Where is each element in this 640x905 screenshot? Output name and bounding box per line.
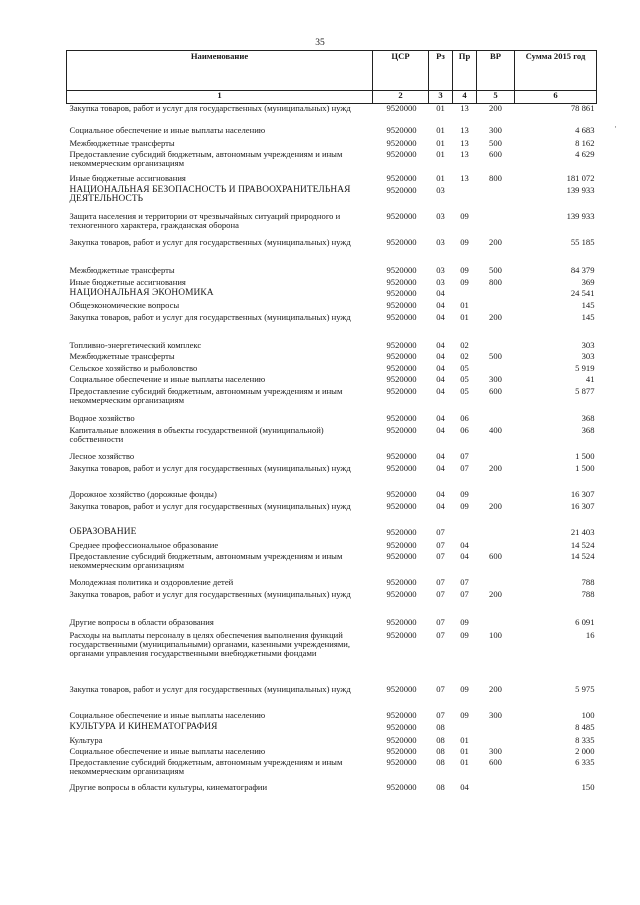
row-csr: 9520000	[386, 276, 417, 287]
row-rz: 04	[436, 339, 445, 350]
row-sum: 84 379	[570, 264, 595, 275]
row-vr	[477, 341, 515, 352]
table-row	[67, 552, 597, 578]
row-csr: 9520000	[386, 488, 417, 499]
table-row	[67, 341, 597, 352]
page-number: 35	[315, 38, 325, 48]
table-row	[67, 783, 597, 799]
row-pr: 07	[460, 576, 469, 587]
row-vr	[477, 452, 515, 464]
row-rz: 08	[436, 745, 445, 756]
header-name: Наименование	[67, 51, 373, 91]
row-name: Предоставление субсидий бюджетным, автономным учреждениям и иным некоммерческим организациям	[69, 148, 343, 168]
row-name: Среднее профессиональное образование	[69, 539, 219, 550]
row-vr	[477, 541, 515, 552]
row-name: Закупка товаров, работ и услуг для государственных (муниципальных) нужд	[69, 500, 351, 511]
row-sum: 145	[581, 311, 595, 322]
row-vr: 300	[489, 124, 502, 135]
row-pr: 13	[460, 137, 469, 148]
row-vr: 100	[489, 629, 502, 640]
row-vr	[477, 783, 515, 799]
row-sum: 6 335	[575, 756, 595, 767]
row-name: Дорожное хозяйство (дорожные фонды)	[69, 488, 217, 499]
row-csr: 9520000	[386, 462, 417, 473]
row-name: Закупка товаров, работ и услуг для государственных (муниципальных) нужд	[69, 462, 351, 473]
row-vr	[477, 723, 515, 736]
row-csr: 9520000	[386, 339, 417, 350]
row-sum: 4 629	[575, 148, 595, 159]
table-row	[67, 174, 597, 186]
column-number: 3	[429, 91, 453, 104]
row-rz: 07	[436, 576, 445, 587]
row-pr: 04	[460, 539, 469, 550]
row-pr: 04	[460, 550, 469, 561]
row-name: Молодежная политика и оздоровление детей	[69, 576, 234, 587]
row-pr: 02	[460, 339, 469, 350]
row-csr: 9520000	[386, 210, 417, 221]
header-row	[67, 51, 597, 91]
row-sum: 369	[581, 276, 595, 287]
table-row	[67, 150, 597, 174]
row-name: Другие вопросы в области образования	[69, 616, 214, 627]
row-sum: 16	[585, 629, 595, 640]
table-row	[67, 590, 597, 618]
row-rz: 08	[436, 756, 445, 767]
row-vr	[477, 490, 515, 502]
row-vr: 400	[489, 424, 502, 435]
row-csr: 9520000	[386, 362, 417, 373]
row-sum: 21 403	[570, 526, 595, 537]
row-name: Социальное обеспечение и иные выплаты населению	[69, 745, 266, 756]
row-rz: 04	[436, 373, 445, 384]
row-vr	[477, 528, 515, 541]
row-pr: 07	[460, 462, 469, 473]
row-csr: 9520000	[386, 148, 417, 159]
row-pr: 09	[460, 500, 469, 511]
row-csr: 9520000	[386, 500, 417, 511]
table-row	[67, 618, 597, 631]
row-csr: 9520000	[386, 385, 417, 396]
table-row	[67, 541, 597, 552]
row-name: КУЛЬТУРА И КИНЕМАТОГРАФИЯ	[69, 721, 218, 732]
row-rz: 03	[436, 184, 445, 195]
table-row	[67, 502, 597, 528]
header-vr: ВР	[477, 51, 515, 91]
row-vr: 200	[489, 500, 502, 511]
table-row	[67, 104, 597, 126]
section-row	[67, 723, 597, 736]
row-pr: 09	[460, 264, 469, 275]
column-number: 6	[515, 91, 597, 104]
row-csr: 9520000	[386, 299, 417, 310]
row-sum: 8 335	[575, 734, 595, 745]
row-csr: 9520000	[386, 616, 417, 627]
row-vr: 300	[489, 745, 502, 756]
row-rz: 08	[436, 721, 445, 732]
row-rz: 07	[436, 526, 445, 537]
table-row	[67, 212, 597, 238]
row-rz: 03	[436, 276, 445, 287]
column-number-row	[67, 91, 597, 104]
row-pr: 01	[460, 299, 469, 310]
row-rz: 04	[436, 450, 445, 461]
table-row	[67, 375, 597, 387]
row-sum: 5 975	[575, 683, 595, 694]
row-pr: 13	[460, 103, 469, 113]
row-name: Предоставление субсидий бюджетным, автономным учреждениям и иным некоммерческим организациям	[69, 550, 343, 570]
column-number: 1	[67, 91, 373, 104]
row-csr: 9520000	[386, 137, 417, 148]
row-vr	[477, 289, 515, 301]
row-name: Иные бюджетные ассигнования	[69, 276, 186, 287]
row-rz: 07	[436, 629, 445, 640]
row-name: НАЦИОНАЛЬНАЯ БЕЗОПАСНОСТЬ И ПРАВООХРАНИТЕЛЬНАЯ ДЕЯТЕЛЬНОСТЬ	[69, 184, 351, 204]
table-row	[67, 139, 597, 150]
row-pr: 02	[460, 350, 469, 361]
header-sum: Сумма 2015 год	[515, 51, 597, 91]
table-row	[67, 631, 597, 685]
row-sum: 2 000	[575, 745, 595, 756]
row-csr: 9520000	[386, 373, 417, 384]
row-pr: 01	[460, 756, 469, 767]
row-sum: 24 541	[570, 287, 595, 298]
row-sum: 55 185	[570, 236, 595, 247]
row-sum: 788	[581, 588, 595, 599]
row-rz: 07	[436, 550, 445, 561]
row-sum: 5 919	[575, 362, 595, 373]
row-sum: 139 933	[566, 184, 595, 195]
row-csr: 9520000	[386, 103, 417, 113]
row-pr: 06	[460, 412, 469, 423]
row-name: Расходы на выплаты персоналу в целях обеспечения выполнения функций государственными (муниципальными) органами, казенными учреждениями, органами управления государственными внебюджетными фондами	[69, 629, 351, 659]
row-csr: 9520000	[386, 781, 417, 792]
row-csr: 9520000	[386, 709, 417, 720]
row-sum: 14 524	[570, 550, 595, 561]
row-vr	[477, 301, 515, 313]
table-row	[67, 278, 597, 289]
row-sum: 41	[585, 373, 595, 384]
row-sum: 8 485	[575, 721, 595, 732]
table-row	[67, 464, 597, 490]
row-csr: 9520000	[386, 629, 417, 640]
table-row	[67, 238, 597, 266]
row-vr: 600	[489, 550, 502, 561]
section-row	[67, 186, 597, 212]
row-rz: 04	[436, 488, 445, 499]
row-name: Закупка товаров, работ и услуг для государственных (муниципальных) нужд	[69, 311, 351, 322]
section-row	[67, 289, 597, 301]
row-vr: 500	[489, 264, 502, 275]
row-csr: 9520000	[386, 756, 417, 767]
row-vr: 300	[489, 373, 502, 384]
row-sum: 78 861	[570, 103, 595, 113]
row-pr: 01	[460, 311, 469, 322]
row-pr: 09	[460, 629, 469, 640]
row-sum: 4 683	[575, 124, 595, 135]
table-row	[67, 426, 597, 452]
table-row	[67, 313, 597, 341]
row-name: НАЦИОНАЛЬНАЯ ЭКОНОМИКА	[69, 287, 214, 298]
row-rz: 04	[436, 500, 445, 511]
row-vr: 200	[489, 588, 502, 599]
row-pr: 07	[460, 588, 469, 599]
row-name: Водное хозяйство	[69, 412, 135, 423]
row-rz: 08	[436, 781, 445, 792]
row-sum: 145	[581, 299, 595, 310]
row-pr: 04	[460, 781, 469, 792]
row-name: Социальное обеспечение и иные выплаты населению	[69, 709, 266, 720]
row-vr: 200	[489, 683, 502, 694]
row-sum: 14 524	[570, 539, 595, 550]
row-rz: 04	[436, 299, 445, 310]
column-number: 4	[453, 91, 477, 104]
row-vr: 200	[489, 236, 502, 247]
row-rz: 01	[436, 172, 445, 183]
column-number: 5	[477, 91, 515, 104]
row-vr: 800	[489, 172, 502, 183]
row-rz: 04	[436, 385, 445, 396]
row-csr: 9520000	[386, 721, 417, 732]
table-row	[67, 758, 597, 783]
row-name: Межбюджетные трансферты	[69, 137, 175, 148]
row-vr: 600	[489, 148, 502, 159]
row-pr: 07	[460, 450, 469, 461]
table-row	[67, 578, 597, 590]
row-sum: 5 877	[575, 385, 595, 396]
row-sum: 788	[581, 576, 595, 587]
row-pr: 09	[460, 276, 469, 287]
row-sum: 303	[581, 350, 595, 361]
header-csr: ЦСР	[373, 51, 429, 91]
row-vr	[477, 736, 515, 747]
row-name: Предоставление субсидий бюджетным, автономным учреждениям и иным некоммерческим организациям	[69, 756, 343, 776]
row-name: Лесное хозяйство	[69, 450, 135, 461]
budget-table	[66, 50, 597, 799]
row-sum: 139 933	[566, 210, 595, 221]
row-vr: 800	[489, 276, 502, 287]
row-name: Закупка товаров, работ и услуг для государственных (муниципальных) нужд	[69, 236, 351, 247]
row-vr	[477, 618, 515, 631]
row-csr: 9520000	[386, 287, 417, 298]
row-sum: 181 072	[566, 172, 595, 183]
row-name: Социальное обеспечение и иные выплаты населению	[69, 124, 266, 135]
row-rz: 03	[436, 264, 445, 275]
row-vr	[477, 414, 515, 426]
table-row	[67, 352, 597, 364]
row-rz: 07	[436, 709, 445, 720]
row-rz: 04	[436, 462, 445, 473]
row-vr: 200	[489, 462, 502, 473]
row-rz: 04	[436, 350, 445, 361]
row-csr: 9520000	[386, 350, 417, 361]
row-csr: 9520000	[386, 526, 417, 537]
row-rz: 04	[436, 424, 445, 435]
row-csr: 9520000	[386, 683, 417, 694]
row-name: Культура	[69, 734, 103, 745]
row-rz: 03	[436, 236, 445, 247]
row-vr: 600	[489, 385, 502, 396]
row-pr: 06	[460, 424, 469, 435]
row-rz: 01	[436, 103, 445, 113]
row-pr	[453, 723, 477, 736]
row-pr: 13	[460, 124, 469, 135]
row-vr	[477, 364, 515, 375]
header-rz: Рз	[429, 51, 453, 91]
row-csr: 9520000	[386, 424, 417, 435]
row-name: Закупка товаров, работ и услуг для государственных (муниципальных) нужд	[69, 683, 351, 694]
row-vr: 600	[489, 756, 502, 767]
row-csr: 9520000	[386, 412, 417, 423]
row-pr: 09	[460, 709, 469, 720]
row-sum: 368	[581, 424, 595, 435]
row-pr: 01	[460, 734, 469, 745]
row-name: Социальное обеспечение и иные выплаты населению	[69, 373, 266, 384]
row-pr: 05	[460, 362, 469, 373]
table-row	[67, 452, 597, 464]
margin-mark: ·	[614, 122, 617, 132]
row-csr: 9520000	[386, 311, 417, 322]
row-rz: 07	[436, 588, 445, 599]
column-number: 2	[373, 91, 429, 104]
row-vr: 300	[489, 709, 502, 720]
row-csr: 9520000	[386, 236, 417, 247]
row-name: ОБРАЗОВАНИЕ	[69, 526, 137, 537]
row-sum: 6 091	[575, 616, 595, 627]
header-pr: Пр	[453, 51, 477, 91]
row-name: Другие вопросы в области культуры, кинематографии	[69, 781, 268, 792]
row-rz: 04	[436, 362, 445, 373]
row-csr: 9520000	[386, 450, 417, 461]
table-row	[67, 736, 597, 747]
row-vr: 500	[489, 350, 502, 361]
row-sum: 1 500	[575, 462, 595, 473]
row-csr: 9520000	[386, 539, 417, 550]
row-csr: 9520000	[386, 550, 417, 561]
row-sum: 16 307	[570, 488, 595, 499]
table-body	[67, 104, 597, 799]
row-name: Защита населения и территории от чрезвычайных ситуаций природного и техногенного характера, гражданская оборона	[69, 210, 341, 230]
table-row	[67, 747, 597, 758]
row-rz: 07	[436, 683, 445, 694]
row-pr	[453, 186, 477, 212]
row-name: Иные бюджетные ассигнования	[69, 172, 186, 183]
row-name: Закупка товаров, работ и услуг для государственных (муниципальных) нужд	[69, 103, 351, 113]
row-csr: 9520000	[386, 124, 417, 135]
table-row	[67, 711, 597, 723]
row-rz: 08	[436, 734, 445, 745]
row-rz: 01	[436, 124, 445, 135]
row-csr: 9520000	[386, 172, 417, 183]
table-row	[67, 126, 597, 139]
table-row	[67, 414, 597, 426]
row-vr: 200	[489, 311, 502, 322]
row-csr: 9520000	[386, 576, 417, 587]
row-pr: 13	[460, 172, 469, 183]
row-pr: 13	[460, 148, 469, 159]
row-pr: 09	[460, 236, 469, 247]
row-rz: 04	[436, 287, 445, 298]
row-name: Сельское хозяйство и рыболовство	[69, 362, 198, 373]
row-pr	[453, 528, 477, 541]
row-sum: 368	[581, 412, 595, 423]
table-row	[67, 490, 597, 502]
row-name: Предоставление субсидий бюджетным, автономным учреждениям и иным некоммерческим организациям	[69, 385, 343, 405]
table-row	[67, 301, 597, 313]
row-csr: 9520000	[386, 745, 417, 756]
row-pr: 05	[460, 373, 469, 384]
section-row	[67, 528, 597, 541]
row-vr: 500	[489, 137, 502, 148]
row-sum: 303	[581, 339, 595, 350]
row-rz: 04	[436, 412, 445, 423]
row-pr: 09	[460, 488, 469, 499]
row-rz: 04	[436, 311, 445, 322]
row-pr: 05	[460, 385, 469, 396]
row-name: Топливно-энергетический комплекс	[69, 339, 202, 350]
table-row	[67, 387, 597, 414]
row-pr: 09	[460, 683, 469, 694]
row-pr	[453, 289, 477, 301]
row-sum: 1 500	[575, 450, 595, 461]
row-pr: 09	[460, 616, 469, 627]
row-sum: 8 162	[575, 137, 595, 148]
row-csr: 9520000	[386, 264, 417, 275]
row-csr: 9520000	[386, 184, 417, 195]
row-vr	[477, 212, 515, 238]
table-row	[67, 685, 597, 711]
table-row	[67, 364, 597, 375]
table-header	[67, 51, 597, 104]
row-csr: 9520000	[386, 734, 417, 745]
row-sum: 16 307	[570, 500, 595, 511]
row-csr: 9520000	[386, 588, 417, 599]
row-sum: 150	[581, 781, 595, 792]
table-row	[67, 266, 597, 278]
row-name: Межбюджетные трансферты	[69, 350, 175, 361]
row-name: Межбюджетные трансферты	[69, 264, 175, 275]
row-rz: 01	[436, 148, 445, 159]
row-name: Закупка товаров, работ и услуг для государственных (муниципальных) нужд	[69, 588, 351, 599]
row-name: Капитальные вложения в объекты государственной (муниципальной) собственности	[69, 424, 324, 444]
row-rz: 07	[436, 616, 445, 627]
row-pr: 09	[460, 210, 469, 221]
row-vr	[477, 578, 515, 590]
row-rz: 03	[436, 210, 445, 221]
row-rz: 01	[436, 137, 445, 148]
row-name: Общеэкономические вопросы	[69, 299, 180, 310]
row-vr	[477, 186, 515, 212]
row-rz: 07	[436, 539, 445, 550]
row-sum: 100	[581, 709, 595, 720]
row-pr: 01	[460, 745, 469, 756]
row-vr: 200	[489, 103, 502, 113]
